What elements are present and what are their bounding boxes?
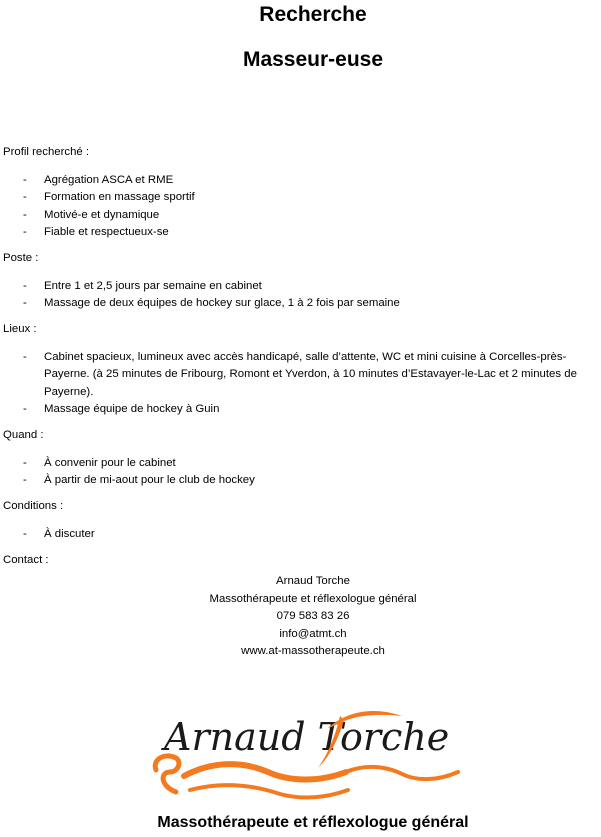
document-body bbox=[3, 144, 598, 569]
bullet-dash: - bbox=[23, 279, 27, 292]
contact-name: Arnaud Torche bbox=[276, 575, 350, 587]
bullet-dash: - bbox=[23, 208, 27, 221]
logo-script-name: Arnaud Torche bbox=[164, 715, 450, 759]
list-item bbox=[3, 278, 598, 296]
bullet-dash: - bbox=[23, 226, 27, 238]
section-label-lieux: Lieux : bbox=[3, 323, 37, 335]
logo-wave-middle bbox=[184, 764, 346, 779]
bullet-dash: - bbox=[23, 456, 27, 469]
logo-wave-left bbox=[155, 756, 179, 792]
list-item bbox=[3, 526, 598, 544]
contact-block bbox=[0, 573, 601, 661]
list-item-text: Entre 1 et 2,5 jours par semaine en cabinet bbox=[44, 279, 262, 292]
bullet-dash: - bbox=[23, 173, 27, 186]
logo-tagline: Massothérapeute et réflexologue général bbox=[157, 814, 469, 831]
section-label-conditions: Conditions : bbox=[3, 500, 64, 512]
list-item bbox=[3, 472, 598, 490]
contact-role: Massothérapeute et réflexologue général bbox=[209, 592, 417, 605]
title-masseur-euse: Masseur-euse bbox=[242, 48, 384, 71]
list-item bbox=[3, 224, 598, 242]
list-item-text: Massage de deux équipes de hockey sur glace, 1 à 2 fois par semaine bbox=[44, 297, 400, 309]
list-item-text: À discuter bbox=[44, 527, 95, 540]
bullet-dash: - bbox=[23, 474, 27, 486]
logo-wave-right bbox=[346, 767, 458, 779]
bullet-dash: - bbox=[23, 297, 27, 309]
bullet-dash: - bbox=[23, 350, 27, 363]
list-item bbox=[3, 401, 598, 419]
list-profil bbox=[3, 172, 598, 242]
section-label-quand: Quand : bbox=[3, 429, 44, 441]
list-lieux bbox=[3, 349, 598, 419]
list-conditions bbox=[3, 526, 598, 544]
list-item-text: Formation en massage sportif bbox=[44, 191, 195, 203]
logo-wave-lower bbox=[190, 785, 348, 797]
list-item-text: Cabinet spacieux, lumineux avec accès handicapé, salle d’attente, WC et mini cuisine à Corcelles-près-Payerne. (à 25 minutes de Fribourg, Romont et Yverdon, à 10 minutes d’Estavayer-le-Lac et 2 minutes de Payerne). bbox=[44, 350, 577, 398]
list-item-text: Agrégation ASCA et RME bbox=[44, 173, 174, 186]
list-item bbox=[3, 295, 598, 313]
section-label-poste: Poste : bbox=[3, 252, 39, 264]
bullet-dash: - bbox=[23, 527, 27, 540]
list-item bbox=[3, 455, 598, 473]
list-quand bbox=[3, 455, 598, 490]
list-poste bbox=[3, 278, 598, 313]
contact-website: www.at-massotherapeute.ch bbox=[241, 645, 385, 657]
section-label-profil: Profil recherché : bbox=[3, 146, 90, 158]
list-item-text: À partir de mi-aout pour le club de hockey bbox=[44, 474, 255, 486]
list-item-text: Massage équipe de hockey à Guin bbox=[44, 403, 220, 415]
list-item-text: À convenir pour le cabinet bbox=[44, 456, 176, 469]
section-label-contact: Contact : bbox=[3, 553, 49, 566]
list-item bbox=[3, 349, 598, 402]
bullet-dash: - bbox=[23, 403, 27, 415]
title-recherche: Recherche bbox=[259, 3, 367, 26]
list-item-text: Motivé-e et dynamique bbox=[44, 208, 160, 221]
contact-email: info@atmt.ch bbox=[279, 627, 347, 640]
list-item bbox=[3, 172, 598, 190]
bullet-dash: - bbox=[23, 191, 27, 203]
list-item-text: Fiable et respectueux-se bbox=[44, 226, 169, 238]
arnaud-torche-logo bbox=[150, 700, 480, 805]
list-item bbox=[3, 189, 598, 207]
list-item bbox=[3, 207, 598, 225]
contact-phone: 079 583 83 26 bbox=[276, 610, 350, 622]
